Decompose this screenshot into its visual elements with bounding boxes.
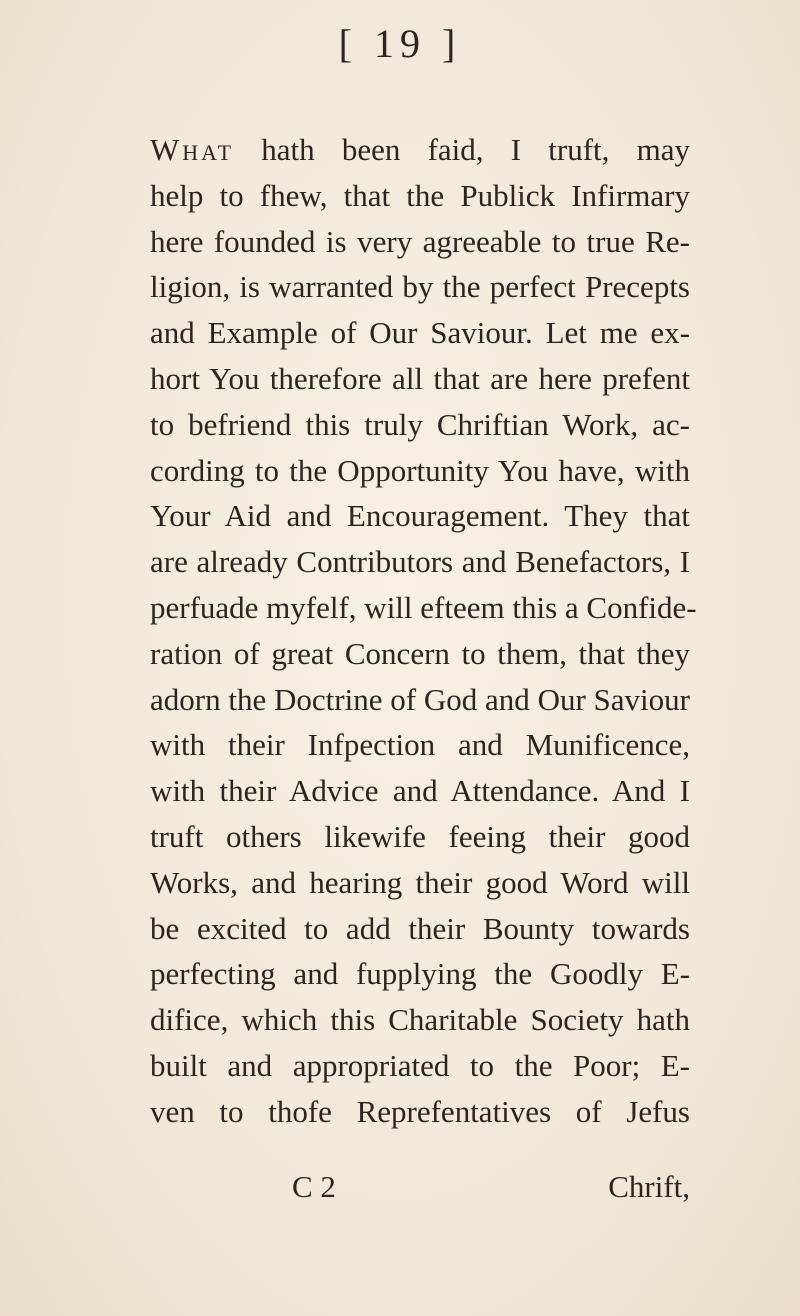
text-line: help to fhew, that the Publick Infirmary: [150, 177, 690, 213]
text-line: ligion, is warranted by the perfect Precepts: [150, 269, 690, 305]
text-line: Works, and hearing their good Word will: [150, 864, 690, 900]
text-line: difice, which this Charitable Society hath: [150, 1002, 690, 1038]
text-line: ration of great Concern to them, that they: [150, 635, 690, 671]
text-line: are already Contributors and Benefactors, I: [150, 544, 690, 580]
text-line: perfuade myfelf, will efteem this a Confide-: [150, 589, 697, 625]
signature-mark: C 2: [292, 1169, 336, 1204]
page-footer: [150, 1164, 690, 1210]
text-line: perfecting and fupplying the Goodly E-: [150, 956, 690, 992]
text-line: Your Aid and Encouragement. They that: [150, 498, 690, 534]
text-line: built and appropriated to the Poor; E-: [150, 1047, 690, 1083]
text-line: be excited to add their Bounty towards: [150, 910, 690, 946]
page-number: [ 19 ]: [338, 21, 462, 66]
text-line: and Example of Our Saviour. Let me ex-: [150, 315, 690, 351]
text-line: with their Infpection and Munificence,: [150, 727, 690, 763]
text-line: adorn the Doctrine of God and Our Saviour: [150, 681, 690, 717]
text-line: to befriend this truly Chriftian Work, ac-: [150, 406, 690, 442]
opening-word: What: [150, 132, 235, 167]
body-text: [150, 127, 697, 1135]
text-line: ven to thofe Reprefentatives of Jefus: [150, 1093, 690, 1129]
text-line: truft others likewife feeing their good: [150, 818, 690, 854]
text-line-first: [150, 127, 690, 173]
text-line: with their Advice and Attendance. And I: [150, 773, 690, 809]
catchword: Chrift,: [608, 1169, 690, 1204]
text-line: here founded is very agreeable to true Re-: [150, 223, 690, 259]
text-line: hort You therefore all that are here prefent: [150, 360, 690, 396]
first-line-rest: hath been faid, I truft, may: [234, 132, 690, 167]
text-line: cording to the Opportunity You have, with: [150, 452, 690, 488]
